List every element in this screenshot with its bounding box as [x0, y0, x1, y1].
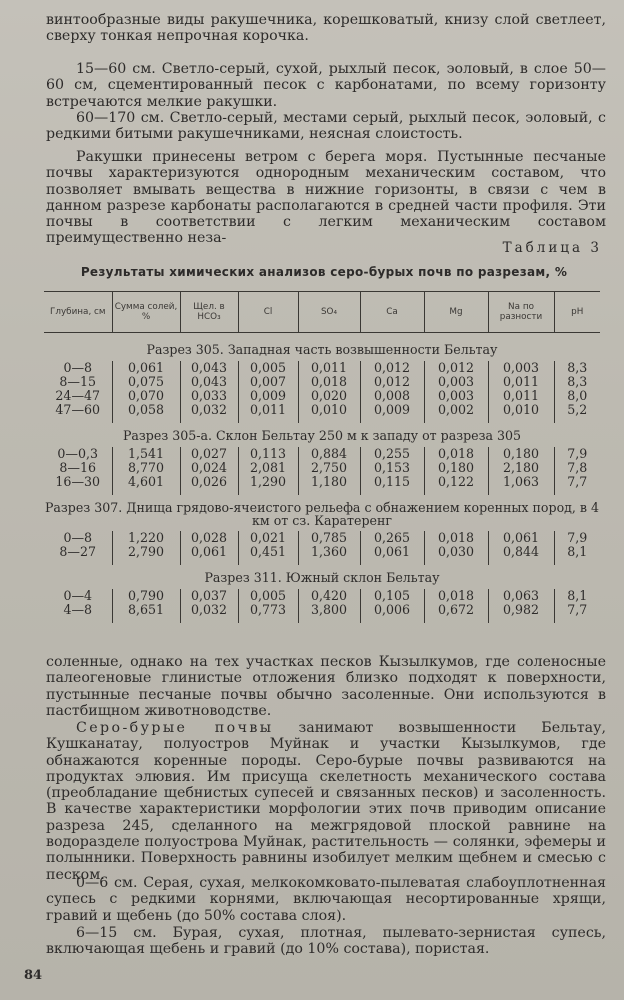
spaced-term: Серо-бурые почвы	[76, 720, 274, 736]
cell-cl: 0,113 2,081 1,290	[238, 447, 298, 495]
table-row	[44, 447, 600, 495]
section-title: Разрез 311. Южный склон Бельтау	[204, 570, 440, 585]
cell-ph: 7,9 8,1	[567, 530, 588, 559]
header-salt-sum: Сумма солей, %	[112, 292, 180, 333]
table-header-row	[44, 292, 600, 333]
cell-salt-sum: 1,541 8,770 4,601	[112, 447, 180, 495]
cell-ca: 0,105 0,006	[360, 589, 424, 623]
paragraph-after-2-text: занимают возвышенности Бельтау, Кушканатау, полуостров Муйнак и участки Кызылкумов, где обнажаются коренные породы. Серо-бурые почвы развиваются на продуктах элювия. Им присуща скелетность механического состава (преобладание щебнистых супесей и связанных песков) и засоленность. В качестве характеристики морфологии этих почв приводим описание разреза 245, сделанного на межгрядовой плоской равнине на водоразделе полуострова Муйнак, растительность — солянки, эфемеры и полынники. Поверхность равнины изобилует мелким щебнем и смесью с песком.	[46, 720, 606, 883]
cell-so4: 0,785 1,360	[298, 531, 360, 565]
header-depth: Глубина, см	[44, 292, 112, 333]
cell-salt-sum: 0,061 0,075 0,070 0,058	[112, 361, 180, 423]
cell-mg: 0,018 0,180 0,122	[424, 447, 488, 495]
paragraph-after-3: 0—6 см. Серая, сухая, мелкокомковато-пылеватая слабоуплотненная супесь с редкими корнями, включающая несортированные хрящи, гравий и щебень (до 50% состава слоя).	[46, 875, 606, 924]
section-title-row	[44, 423, 600, 447]
cell-na: 0,061 0,844	[488, 531, 554, 565]
cell-depth: 0—4 4—8	[44, 589, 112, 623]
paragraph-after-1: соленные, однако на тех участках песков Кызылкумов, где соленосные палеогеновые глинистые отложения близко подходят к поверхности, пустынные песчаные почвы обычно засоленные. Они используются в пастбищном животноводстве.	[46, 654, 606, 719]
cell-salt-sum: 1,220 2,790	[112, 531, 180, 565]
cell-ph: 8,1 7,7	[567, 588, 588, 617]
cell-depth: 0—8 8—27	[44, 531, 112, 565]
cell-alkalinity: 0,027 0,024 0,026	[180, 447, 238, 495]
section-title: Разрез 305-а. Склон Бельтау 250 м к западу от разреза 305	[122, 428, 522, 443]
cell-so4: 0,420 3,800	[298, 589, 360, 623]
cell-cl: 0,021 0,451	[238, 531, 298, 565]
table-row	[44, 531, 600, 565]
paragraph-top-3: 60—170 см. Светло-серый, местами серый, рыхлый песок, эоловый, с редкими битыми ракушечниками, неясная слоистость.	[46, 110, 606, 143]
section-title-row	[44, 333, 600, 362]
header-mg: Mg	[424, 292, 488, 333]
header-alkalinity: Щел. в HCO₃	[180, 292, 238, 333]
cell-mg: 0,012 0,003 0,003 0,002	[424, 361, 488, 423]
section-title-row	[44, 565, 600, 589]
header-ca: Ca	[360, 292, 424, 333]
cell-depth: 0—8 8—15 24—47 47—60	[44, 361, 112, 423]
cell-alkalinity: 0,043 0,043 0,033 0,032	[180, 361, 238, 423]
header-na: Na по разности	[488, 292, 554, 333]
table-row	[44, 589, 600, 623]
cell-so4: 0,011 0,018 0,020 0,010	[298, 361, 360, 423]
paragraph-after-2	[46, 720, 606, 883]
cell-na: 0,180 2,180 1,063	[488, 447, 554, 495]
section-title: Разрез 305. Западная часть возвышенности Бельтау	[146, 342, 498, 357]
cell-cl: 0,005 0,007 0,009 0,011	[238, 361, 298, 423]
table-title: Результаты химических анализов серо-бурых почв по разрезам, %	[80, 265, 568, 279]
cell-cl: 0,005 0,773	[238, 589, 298, 623]
page-number: 84	[24, 968, 43, 983]
cell-alkalinity: 0,028 0,061	[180, 531, 238, 565]
cell-ca: 0,255 0,153 0,115	[360, 447, 424, 495]
cell-ca: 0,012 0,012 0,008 0,009	[360, 361, 424, 423]
paragraph-top-2: 15—60 см. Светло-серый, сухой, рыхлый песок, эоловый, в слое 50—60 см, сцементированный песок с карбонатами, по всему горизонту встречаются мелкие ракушки.	[46, 61, 606, 110]
cell-na: 0,063 0,982	[488, 589, 554, 623]
paragraph-top-1: винтообразные виды ракушечника, корешковатый, книзу слой светлеет, сверху тонкая непрочная корочка.	[46, 12, 606, 45]
cell-mg: 0,018 0,030	[424, 531, 488, 565]
section-title: Разрез 307. Днища грядово-ячеистого рельефа с обнажением коренных пород, в 4 км от сз. Каратеренг	[44, 500, 600, 528]
cell-alkalinity: 0,037 0,032	[180, 589, 238, 623]
cell-depth: 0—0,3 8—16 16—30	[44, 447, 112, 495]
cell-ph: 8,3 8,3 8,0 5,2	[567, 360, 588, 417]
cell-salt-sum: 0,790 8,651	[112, 589, 180, 623]
cell-ca: 0,265 0,061	[360, 531, 424, 565]
results-table	[44, 291, 600, 623]
header-cl: Cl	[238, 292, 298, 333]
paragraph-after-4: 6—15 см. Бурая, сухая, плотная, пылевато-зернистая супесь, включающая щебень и гравий (до 10% состава), пористая.	[46, 925, 606, 958]
cell-ph: 7,9 7,8 7,7	[567, 446, 588, 489]
header-so4: SO₄	[298, 292, 360, 333]
header-ph: pH	[554, 292, 600, 333]
cell-na: 0,003 0,011 0,011 0,010	[488, 361, 554, 423]
paragraph-top-4: Ракушки принесены ветром с берега моря. Пустынные песчаные почвы характеризуются однородным механическим составом, что позволяет вмывать вещества в нижние горизонты, в связи с чем в данном разрезе карбонаты располагаются в средней части профиля. Эти почвы в соответствии с легким механическим составом преимущественно неза-	[46, 149, 606, 247]
cell-so4: 0,884 2,750 1,180	[298, 447, 360, 495]
section-title-row	[44, 495, 600, 531]
table-caption: Таблица 3	[502, 240, 602, 256]
cell-mg: 0,018 0,672	[424, 589, 488, 623]
table-row	[44, 361, 600, 423]
